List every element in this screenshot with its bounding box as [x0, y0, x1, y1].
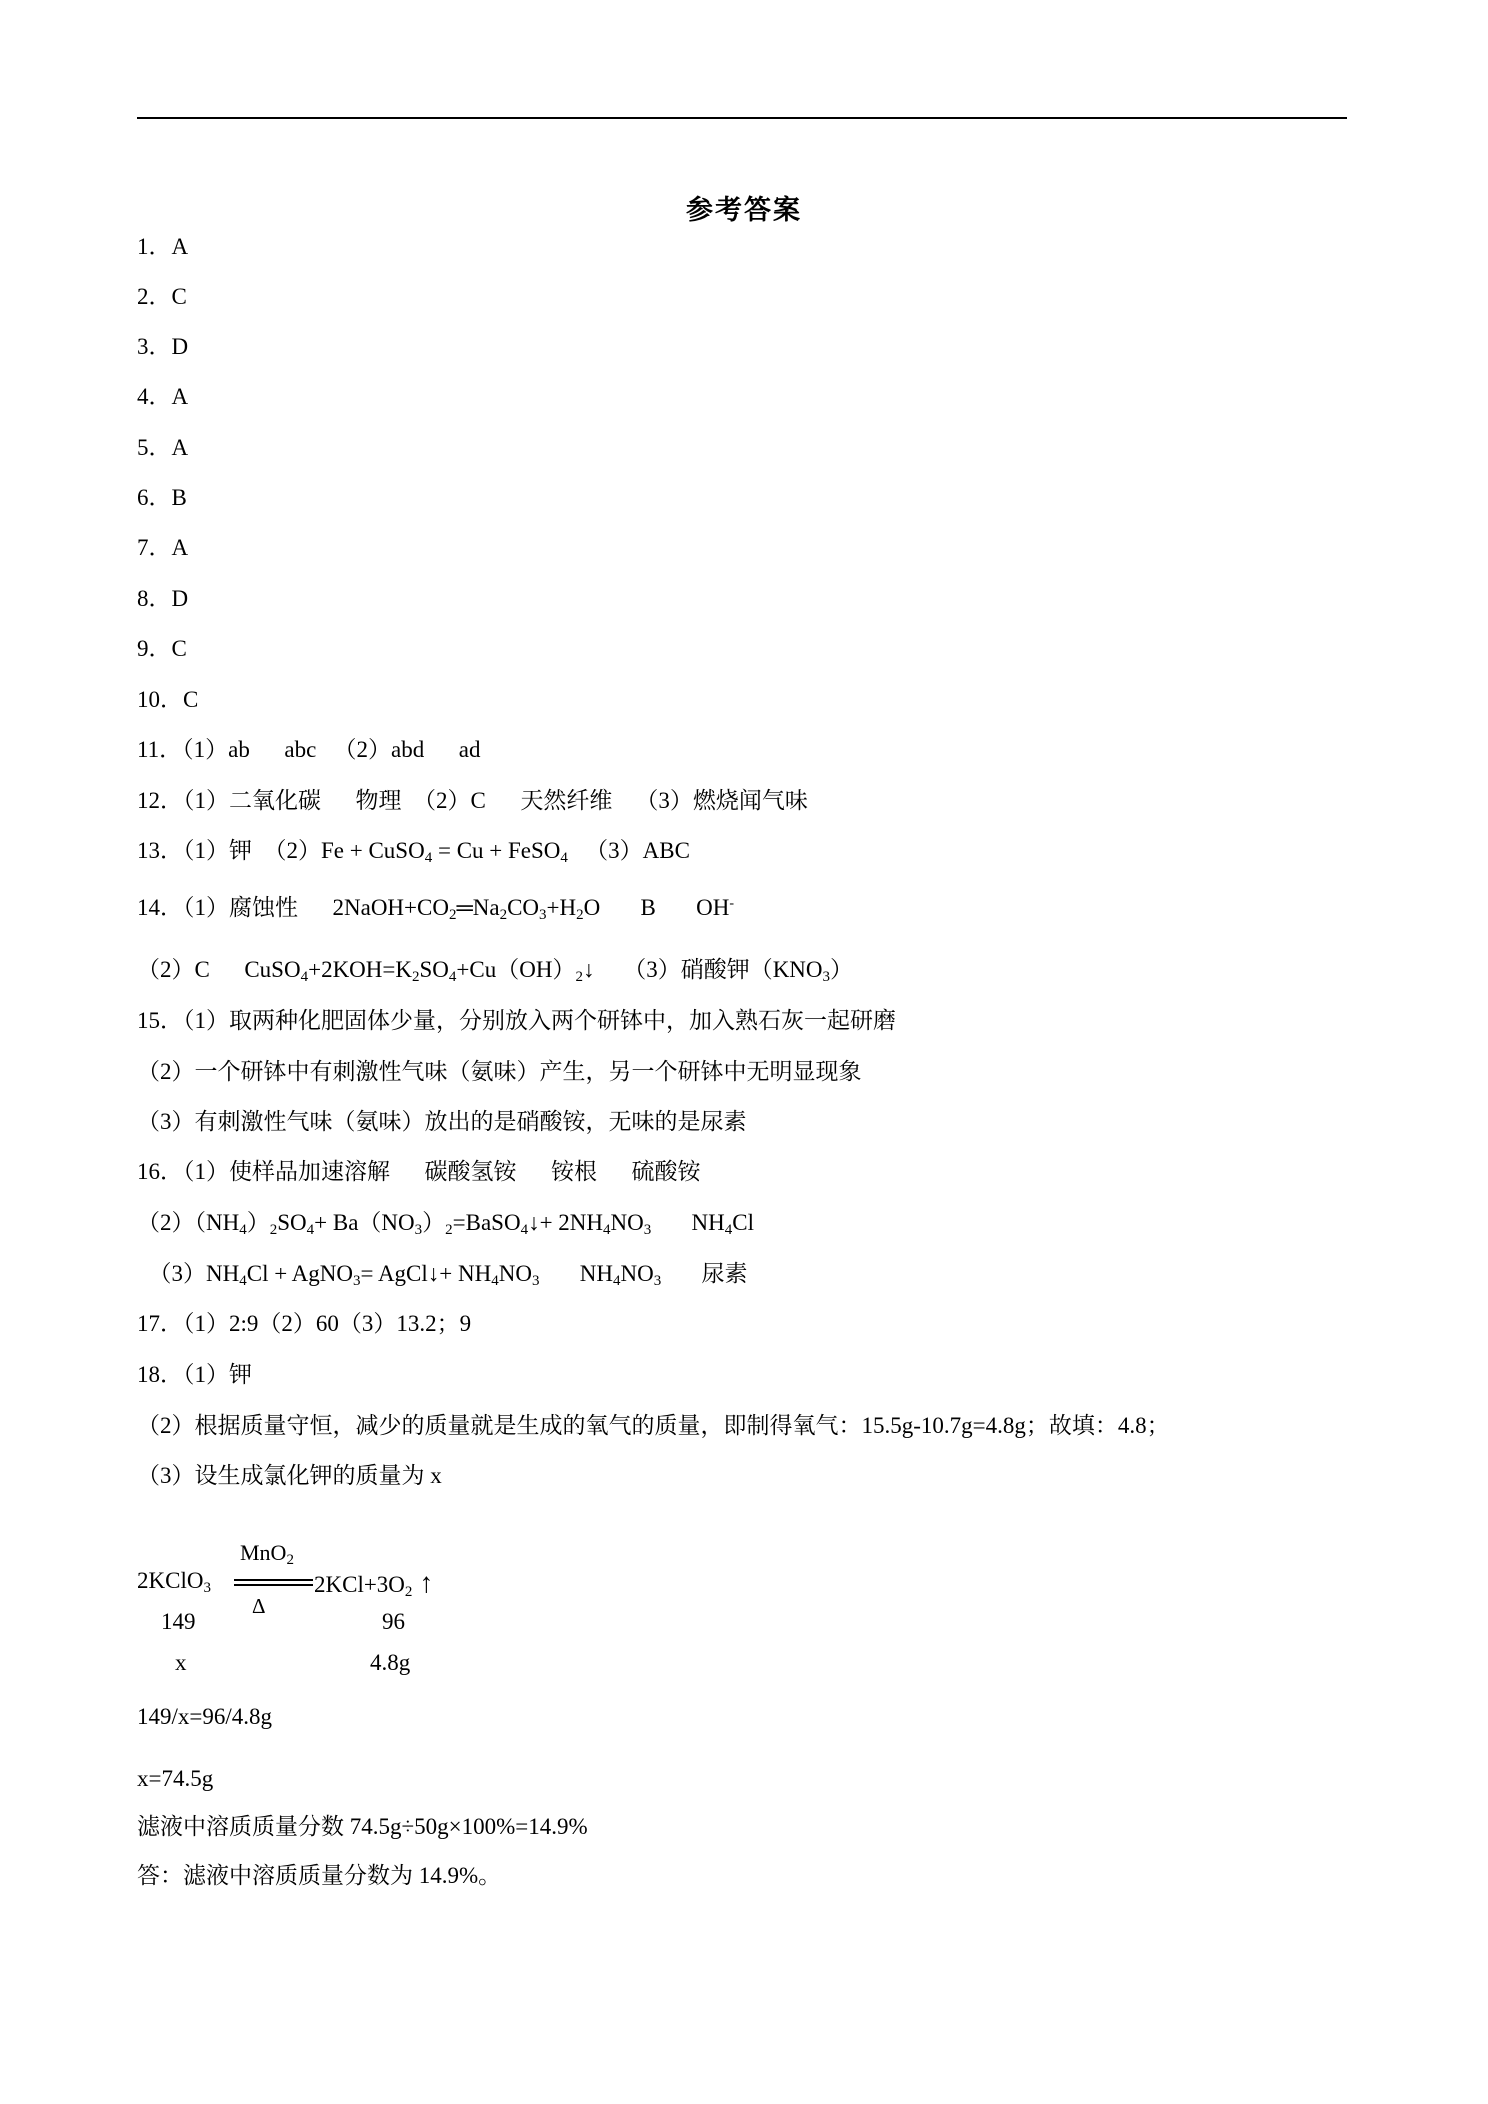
final-answer: 答：滤液中溶质质量分数为 14.9%。 [137, 1863, 502, 1888]
header-rule [137, 117, 1347, 119]
answer-9: 9．C [137, 636, 187, 661]
oxygen-mass: 4.8g [370, 1650, 411, 1675]
molar-mass-reactant: 149 [161, 1609, 196, 1634]
answer-17: 17．（1）2:9（2）60（3）13.2；9 [137, 1311, 472, 1336]
answer-16-part1: 16．（1）使样品加速溶解 碳酸氢铵 铵根 硫酸铵 [137, 1159, 701, 1184]
page-title: 参考答案 [686, 195, 802, 225]
answer-18-part1: 18．（1）钾 [137, 1362, 252, 1387]
equation-bar-top [234, 1579, 313, 1581]
solution-ratio: 149/x=96/4.8g [137, 1704, 273, 1729]
answer-18-part2: （2）根据质量守恒，减少的质量就是生成的氧气的质量，即制得氧气：15.5g-10.7g=4.8g；故填：4.8； [137, 1413, 1170, 1438]
answer-4: 4．A [137, 384, 189, 409]
answer-6: 6．B [137, 485, 187, 510]
answer-12: 12．（1）二氧化碳 物理 （2）C 天然纤维 （3）燃烧闻气味 [137, 788, 808, 813]
answer-10: 10．C [137, 687, 199, 712]
solution-x: x=74.5g [137, 1766, 214, 1791]
answer-15-part1: 15．（1）取两种化肥固体少量，分别放入两个研钵中，加入熟石灰一起研磨 [137, 1008, 896, 1033]
equation-catalyst: MnO$_2$ [240, 1540, 294, 1568]
answer-18-part3: （3）设生成氯化钾的质量为 x [137, 1463, 442, 1488]
answer-16-part3: $(3)NH_4Cl$ + AgNO$_3$= AgCl↓+ $NH_4NO_3$ $NH_4NO_3$ 尿素 [137, 1261, 748, 1289]
equation-heat: Δ [252, 1594, 266, 1618]
molar-mass-product: 96 [382, 1609, 405, 1634]
unknown-mass: x [175, 1650, 187, 1675]
equation-product: $2KCl+3O_2$ ↑ [314, 1568, 434, 1600]
answer-8: 8．D [137, 586, 189, 611]
answer-3: 3．D [137, 334, 189, 359]
solution-fraction: 滤液中溶质质量分数 74.5g÷50g×100%=14.9% [137, 1814, 588, 1839]
answer-15-part3: （3）有刺激性气味（氨味）放出的是硝酸铵，无味的是尿素 [137, 1109, 747, 1134]
answer-14-part1: 14．（1）腐蚀性 $2NaOH+CO_2═Na_2CO_3+H_2O$ B OH- [137, 895, 734, 923]
answer-13: 13．（1）钾 （2）Fe + CuSO$_4$ = Cu + FeSO$_4$ （3）ABC [137, 838, 690, 866]
answer-15-part2: （2）一个研钵中有刺激性气味（氨味）产生，另一个研钵中无明显现象 [137, 1059, 862, 1084]
answer-16-part2: $(2)(NH_4)_2SO_4+$ $Ba(NO_3)_2=BaSO_4↓+ 2NH_4NO_3$ $NH_4Cl$ [137, 1210, 754, 1238]
answer-11: 11．（1）ab abc （2）abd ad [137, 737, 481, 762]
answer-7: 7．A [137, 535, 189, 560]
equation-bar-bottom [234, 1584, 313, 1586]
answer-14-part2: （2）C $CuSO_4+2KOH=K_2SO_4+Cu(OH)_2↓$ （3）硝酸钾$(KNO_3)$ [137, 957, 854, 985]
answer-1: 1．A [137, 234, 189, 259]
answer-2: 2．C [137, 284, 187, 309]
chemical-equation [137, 1540, 537, 1700]
equation-reactant: 2KClO$_3$ [137, 1568, 211, 1596]
answer-5: 5．A [137, 435, 189, 460]
